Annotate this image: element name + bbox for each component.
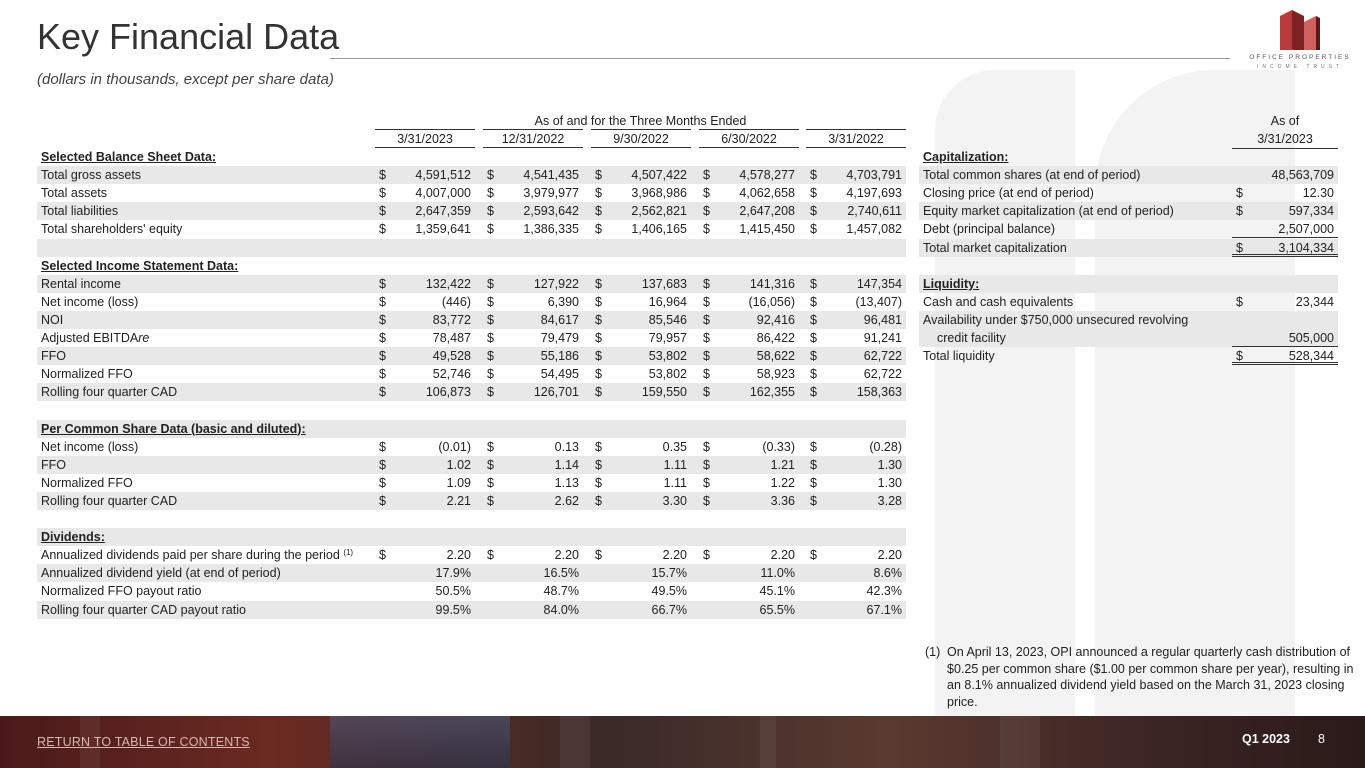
section-header-row <box>37 257 906 275</box>
value-cell: $ (16,056) <box>703 294 795 309</box>
row-label: Net income (loss) <box>41 439 139 454</box>
table-row <box>37 275 906 293</box>
value-cell: $ 2,647,208 <box>703 204 795 219</box>
table-row <box>919 220 1338 238</box>
table-row <box>919 293 1338 311</box>
value-cell: 50.5% <box>435 584 471 599</box>
row-label: Liquidity: <box>923 276 980 291</box>
value-cell: $ 137,683 <box>595 276 687 291</box>
row-label: Annualized dividends paid per share during the period $^{(1)}$ <box>41 548 354 563</box>
section-header-row <box>37 148 906 166</box>
value-cell: $ 3.36 <box>703 493 795 508</box>
value-cell: $ 0.13 <box>487 439 579 454</box>
value-cell: $ 2.62 <box>487 493 579 508</box>
value-cell: $ 1.30 <box>810 457 902 472</box>
value-cell: $ 23,344 <box>1236 294 1334 309</box>
company-logo <box>1240 8 1360 78</box>
value-cell: $ 1.14 <box>487 457 579 472</box>
value-cell: $ 1,406,165 <box>595 222 687 237</box>
row-label: Rolling four quarter CAD payout ratio <box>41 602 246 617</box>
value-cell: 17.9% <box>435 566 471 581</box>
table-row <box>37 220 906 238</box>
value-cell: $ 141,316 <box>703 276 795 291</box>
return-to-toc-link[interactable]: RETURN TO TABLE OF CONTENTS <box>37 735 250 749</box>
table-row <box>37 456 906 474</box>
row-label: Rental income <box>41 276 121 291</box>
page-subtitle: (dollars in thousands, except per share data) <box>37 71 334 88</box>
table-row <box>37 492 906 510</box>
value-cell: $ 2.20 <box>703 548 795 563</box>
row-label: Total common shares (at end of period) <box>923 168 1141 183</box>
table-row <box>919 202 1338 220</box>
value-cell: $ 1.02 <box>379 457 471 472</box>
table-row <box>919 184 1338 202</box>
table-row <box>919 239 1338 257</box>
table-row <box>919 347 1338 365</box>
value-cell: $ 79,479 <box>487 331 579 345</box>
value-cell: $ 53,802 <box>595 349 687 364</box>
value-cell: $ 528,344 <box>1232 347 1338 365</box>
value-cell: $ 1.21 <box>703 457 795 472</box>
table-row <box>37 438 906 456</box>
row-label: Dividends: <box>41 530 105 545</box>
row-label: Debt (principal balance) <box>923 222 1056 237</box>
table-row <box>37 365 906 383</box>
value-cell: $ 3,104,334 <box>1232 239 1338 257</box>
logo-mark-icon <box>1278 8 1322 50</box>
row-label: Selected Balance Sheet Data: <box>41 150 217 164</box>
row-label: Per Common Share Data (basic and diluted): <box>41 421 306 436</box>
value-cell: $ 597,334 <box>1236 204 1334 219</box>
row-label: Net income (loss) <box>41 294 139 309</box>
section-header-row <box>37 420 906 438</box>
value-cell: $ (13,407) <box>810 294 902 309</box>
value-cell: $ 132,422 <box>379 276 471 291</box>
value-cell: 48,563,709 <box>1271 168 1334 183</box>
value-cell: 99.5% <box>435 602 471 617</box>
row-label: Closing price (at end of period) <box>923 186 1094 201</box>
value-cell: $ (0.01) <box>379 439 471 454</box>
value-cell: $ 85,546 <box>595 312 687 327</box>
row-label: Rolling four quarter CAD <box>41 385 178 400</box>
table-row <box>37 166 906 184</box>
value-cell: $ 12.30 <box>1236 186 1334 201</box>
footnote-marker: (1) <box>925 645 941 659</box>
value-cell: $ 4,007,000 <box>379 186 471 201</box>
value-cell: $ (0.33) <box>703 439 795 454</box>
value-cell: $ 52,746 <box>379 367 471 382</box>
value-cell: $ (446) <box>379 294 471 309</box>
value-cell: $ 3,968,986 <box>595 186 687 201</box>
section-header-row <box>37 528 906 546</box>
footnote-text: On April 13, 2023, OPI announced a regular quarterly cash distribution of $0.25 per common share ($1.00 per common share per year), resulting in an 8.1% annualized dividend yield based on the March 31, 2023 closing price. <box>947 645 1354 709</box>
left-table-group-header: As of and for the Three Months Ended <box>534 114 747 128</box>
value-cell: $ 2.20 <box>595 548 687 563</box>
value-cell: $ 4,197,693 <box>810 186 902 201</box>
value-cell: $ 1,359,641 <box>379 222 471 237</box>
table-row <box>37 401 906 419</box>
row-label: Normalized FFO <box>41 367 133 382</box>
value-cell: $ 0.35 <box>595 439 687 454</box>
period-header: 3/31/2023 <box>375 129 475 148</box>
period-header: 12/31/2022 <box>483 129 583 148</box>
value-cell: $ 1,415,450 <box>703 222 795 237</box>
page-title: Key Financial Data <box>37 16 340 57</box>
value-cell: $ 62,722 <box>810 367 902 382</box>
value-cell: $ 4,062,658 <box>703 186 795 201</box>
value-cell: $ 1.11 <box>595 457 687 472</box>
value-cell: 67.1% <box>866 602 902 617</box>
value-cell: $ 6,390 <box>487 294 579 309</box>
value-cell: $ 91,241 <box>810 331 902 345</box>
right-table-header-line1: As of <box>1270 114 1300 128</box>
row-label: Total assets <box>41 186 108 201</box>
value-cell: 42.3% <box>866 584 902 599</box>
value-cell: $ 53,802 <box>595 367 687 382</box>
value-cell: 84.0% <box>543 602 579 617</box>
value-cell: $ 1.22 <box>703 475 795 490</box>
value-cell: $ 2.20 <box>810 548 902 563</box>
value-cell: 2,507,000 <box>1232 220 1338 238</box>
table-row <box>37 564 906 582</box>
row-label: Total market capitalization <box>923 240 1067 255</box>
row-label: Total liabilities <box>41 204 119 219</box>
row-label-continued: credit facility <box>937 330 1006 345</box>
logo-text-line1: OFFICE PROPERTIES <box>1249 54 1351 61</box>
value-cell: $ 4,578,277 <box>703 168 795 183</box>
section-header-row <box>919 275 1338 293</box>
value-cell: $ 2,562,821 <box>595 204 687 219</box>
value-cell: 48.7% <box>543 584 579 599</box>
value-cell: $ 2,647,359 <box>379 204 471 219</box>
table-row <box>919 311 1338 347</box>
table-row <box>37 184 906 202</box>
value-cell: $ 126,701 <box>487 385 579 400</box>
value-cell: $ 2.21 <box>379 493 471 508</box>
row-label: Rolling four quarter CAD <box>41 493 178 508</box>
value-cell: $ 3.28 <box>810 493 902 508</box>
value-cell: $ 55,186 <box>487 349 579 364</box>
value-cell: $ 58,622 <box>703 349 795 364</box>
table-row <box>919 166 1338 184</box>
value-cell: $ 86,422 <box>703 331 795 345</box>
value-cell: $ 49,528 <box>379 349 471 364</box>
value-cell: 65.5% <box>759 602 795 617</box>
value-cell: $ 54,495 <box>487 367 579 382</box>
value-cell: $ 16,964 <box>595 294 687 309</box>
row-label: FFO <box>41 349 66 364</box>
table-row <box>37 601 906 619</box>
table-row <box>37 510 906 528</box>
value-cell: $ 1.13 <box>487 475 579 490</box>
table-row <box>37 329 906 347</box>
value-cell: $ 92,416 <box>703 312 795 327</box>
value-cell: 16.5% <box>543 566 579 581</box>
value-cell: 15.7% <box>651 566 687 581</box>
value-cell: $ 84,617 <box>487 312 579 327</box>
value-cell: 8.6% <box>873 566 902 581</box>
value-cell: $ 1,457,082 <box>810 222 902 237</box>
period-header: 6/30/2022 <box>699 129 799 148</box>
footnote-ref: (1) <box>343 548 354 558</box>
value-cell: $ 79,957 <box>595 331 687 345</box>
row-label: Annualized dividend yield (at end of period) <box>41 566 281 581</box>
table-row <box>37 546 906 564</box>
value-cell: 49.5% <box>651 584 687 599</box>
value-cell: $ 4,507,422 <box>595 168 687 183</box>
row-label: Total gross assets <box>41 168 142 183</box>
table-row <box>37 293 906 311</box>
value-cell: $ 3.30 <box>595 493 687 508</box>
footnote <box>925 644 1357 710</box>
row-label: Cash and cash equivalents <box>923 294 1074 309</box>
value-cell: $ 3,979,977 <box>487 186 579 201</box>
value-cell: $ 62,722 <box>810 349 902 364</box>
value-cell: $ 1.30 <box>810 475 902 490</box>
table-row <box>37 474 906 492</box>
period-header: 3/31/2022 <box>806 129 906 148</box>
section-header-row <box>919 148 1338 166</box>
value-cell: $ 1.11 <box>595 475 687 490</box>
row-label: Normalized FFO payout ratio <box>41 584 202 599</box>
value-cell: $ 96,481 <box>810 312 902 327</box>
row-label: NOI <box>41 312 64 327</box>
value-cell: 505,000 <box>1232 329 1338 347</box>
row-label: Adjusted EBITDAre <box>41 331 150 345</box>
value-cell: $ 147,354 <box>810 276 902 291</box>
row-label: Total shareholders' equity <box>41 222 183 237</box>
value-cell: $ 58,923 <box>703 367 795 382</box>
value-cell: $ 159,550 <box>595 385 687 400</box>
right-table-header-date: 3/31/2023 <box>1232 130 1338 149</box>
row-label: Total liquidity <box>923 349 995 364</box>
row-label: Availability under $750,000 unsecured revolving <box>923 312 1189 327</box>
value-cell: $ 2,593,642 <box>487 204 579 219</box>
value-cell: $ 4,541,435 <box>487 168 579 183</box>
value-cell: $ 2,740,611 <box>810 204 902 219</box>
value-cell: $ 106,873 <box>379 385 471 400</box>
value-cell: $ 78,487 <box>379 331 471 345</box>
value-cell: $ 1,386,335 <box>487 222 579 237</box>
value-cell: 11.0% <box>760 566 795 581</box>
quarter-label: Q1 2023 <box>1242 732 1290 746</box>
value-cell: $ 2.20 <box>487 548 579 563</box>
row-label: Capitalization: <box>923 150 1009 164</box>
value-cell: $ 162,355 <box>703 385 795 400</box>
value-cell: $ 4,703,791 <box>810 168 902 183</box>
row-label: FFO <box>41 457 66 472</box>
value-cell: 66.7% <box>651 602 687 617</box>
value-cell: $ 1.09 <box>379 475 471 490</box>
table-row <box>37 239 906 257</box>
value-cell: $ 4,591,512 <box>379 168 471 183</box>
value-cell: 45.1% <box>759 584 795 599</box>
value-cell: $ 127,922 <box>487 276 579 291</box>
logo-text-line2: INCOME TRUST <box>1257 64 1343 70</box>
table-row <box>919 257 1338 275</box>
table-row <box>37 202 906 220</box>
table-row <box>37 347 906 365</box>
title-divider <box>330 58 1230 59</box>
row-label: Equity market capitalization (at end of period) <box>923 204 1174 219</box>
row-label: Selected Income Statement Data: <box>41 258 239 273</box>
row-label: Normalized FFO <box>41 475 133 490</box>
period-header: 9/30/2022 <box>591 129 691 148</box>
table-row <box>37 311 906 329</box>
value-cell: $ 83,772 <box>379 312 471 327</box>
value-cell: $ 158,363 <box>810 385 902 400</box>
table-row <box>37 383 906 401</box>
value-cell: $ (0.28) <box>810 439 902 454</box>
page-number: 8 <box>1318 732 1325 746</box>
table-row <box>37 582 906 600</box>
value-cell: $ 2.20 <box>379 548 471 563</box>
